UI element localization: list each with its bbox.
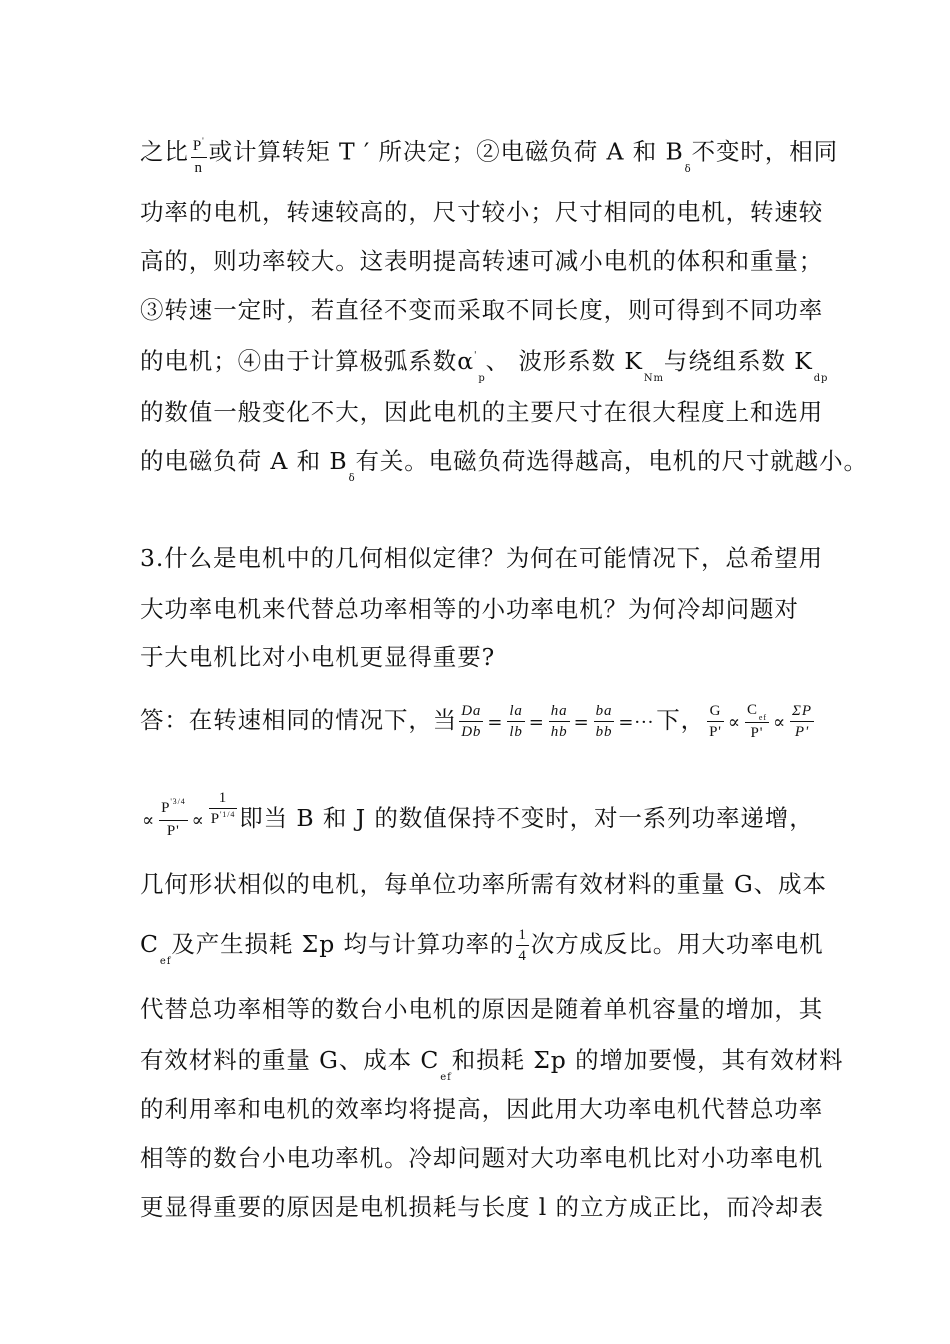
num: 1	[516, 925, 528, 946]
num: C	[747, 702, 758, 718]
sup: '	[202, 136, 205, 146]
p1-line-6: 的数值一般变化不大，因此电机的主要尺寸在很大程度上和选用	[140, 398, 824, 426]
den: P'	[750, 725, 764, 741]
ans-line-8: 相等的数台小电功率机。冷却问题对大功率电机比对小功率电机	[140, 1144, 824, 1172]
p1-line-2: 功率的电机，转速较高的，尺寸较小；尺寸相同的电机，转速较	[140, 198, 824, 226]
den: Db	[461, 724, 482, 740]
p1-line-1	[140, 132, 838, 174]
text: 下，	[656, 706, 706, 734]
p1-line-7	[140, 445, 868, 483]
ans-line-6	[140, 1044, 844, 1082]
fraction-p34	[159, 798, 188, 841]
p1-line-4: ③转速一定时，若直径不变而采取不同长度，则可得到不同功率	[140, 296, 824, 324]
proportional: ∝	[142, 810, 156, 831]
ratio-h	[549, 701, 570, 742]
text: 和损耗 Σp 的增加要慢，其有效材料	[451, 1046, 844, 1074]
text: 有效材料的重量 G、成本 C	[140, 1046, 440, 1074]
text: 答：在转速相同的情况下，当	[140, 706, 458, 734]
ans-line-3: 几何形状相似的电机，每单位功率所需有效材料的重量 G、成本	[140, 870, 827, 898]
fraction-c	[745, 700, 769, 743]
text: 之比	[140, 137, 189, 166]
ratio-b	[594, 701, 615, 742]
exponent: '1/4	[219, 810, 236, 819]
text: 、 波形系数 K	[485, 347, 643, 375]
num: ha	[549, 701, 570, 722]
fraction-one-quarter	[516, 925, 528, 966]
ans-line-4	[140, 925, 824, 966]
num: Da	[459, 701, 483, 722]
fraction-sigma	[790, 701, 814, 742]
text: 的电磁负荷 A 和 B	[140, 447, 348, 475]
text: 的电机；④由于计算极弧系数α	[140, 347, 474, 375]
q3-line-2: 大功率电机来代替总功率相等的小功率电机？为何冷却问题对	[140, 595, 799, 623]
text: 与绕组系数 K	[663, 347, 813, 375]
text: 及产生损耗 Σp 均与计算功率的	[171, 930, 515, 958]
equals: =	[487, 712, 504, 733]
proportional: ∝	[191, 810, 205, 831]
num: P	[192, 138, 203, 154]
den: 4	[518, 948, 527, 964]
subscript: ef	[159, 956, 172, 967]
text: 即当 B 和 J 的数值保持不变时，对一系列功率递增，	[239, 804, 814, 832]
subscript: dp	[813, 373, 829, 384]
text: 有关。电磁负荷选得越高，电机的尺寸就越小。	[355, 447, 868, 475]
equals: =	[573, 712, 590, 733]
num: ΣP	[790, 701, 814, 722]
subscript: ef	[758, 713, 767, 722]
equals-dots: =···	[618, 712, 655, 733]
num: P	[161, 800, 171, 816]
den: lb	[509, 724, 523, 740]
proportional: ∝	[727, 712, 742, 733]
equals: =	[528, 712, 545, 733]
fraction-g	[707, 701, 724, 742]
proportional: ∝	[772, 712, 787, 733]
fraction-one-over-p14	[209, 788, 238, 831]
den: P'	[794, 724, 810, 740]
ans-line-2	[140, 790, 814, 841]
den: hb	[550, 724, 568, 740]
fraction-p-over-n	[191, 136, 207, 178]
p1-line-3: 高的，则功率较大。这表明提高转速可减小电机的体积和重量；	[140, 247, 824, 275]
den: bb	[595, 724, 613, 740]
text: 不变时，相同	[691, 137, 838, 166]
den: P'	[166, 823, 180, 839]
subscript: Nm	[643, 373, 664, 384]
ratio-l	[507, 701, 524, 742]
q3-line-3: 于大电机比对小电机更显得重要?	[140, 643, 496, 671]
text: C	[140, 930, 159, 958]
text: 次方成反比。用大功率电机	[530, 930, 824, 958]
ans-line-9: 更显得重要的原因是电机损耗与长度 l 的立方成正比，而冷却表	[140, 1193, 824, 1221]
num: G	[707, 701, 724, 722]
ans-line-1	[140, 700, 816, 743]
subscript: δ	[348, 473, 356, 484]
superscript: '	[473, 351, 478, 361]
num: ba	[594, 701, 615, 722]
den: n	[194, 160, 203, 176]
subscript: δ	[684, 163, 692, 175]
ans-line-5: 代替总功率相等的数台小电机的原因是随着单机容量的增加，其	[140, 995, 824, 1023]
num: 1	[209, 788, 238, 809]
num: la	[507, 701, 524, 722]
ans-line-7: 的利用率和电机的效率均将提高，因此用大功率电机代替总功率	[140, 1095, 824, 1123]
den: P	[210, 811, 220, 827]
q3-line-1: 3.什么是电机中的几何相似定律？为何在可能情况下，总希望用	[140, 544, 824, 572]
subscript: p	[478, 373, 486, 384]
den: P'	[709, 724, 722, 740]
p1-line-5	[140, 345, 828, 383]
ratio-d	[459, 701, 483, 742]
exponent: '3/4	[170, 797, 186, 806]
text: 或计算转矩 T ′ 所决定；②电磁负荷 A 和 B	[208, 137, 684, 166]
subscript: ef	[440, 1072, 452, 1083]
